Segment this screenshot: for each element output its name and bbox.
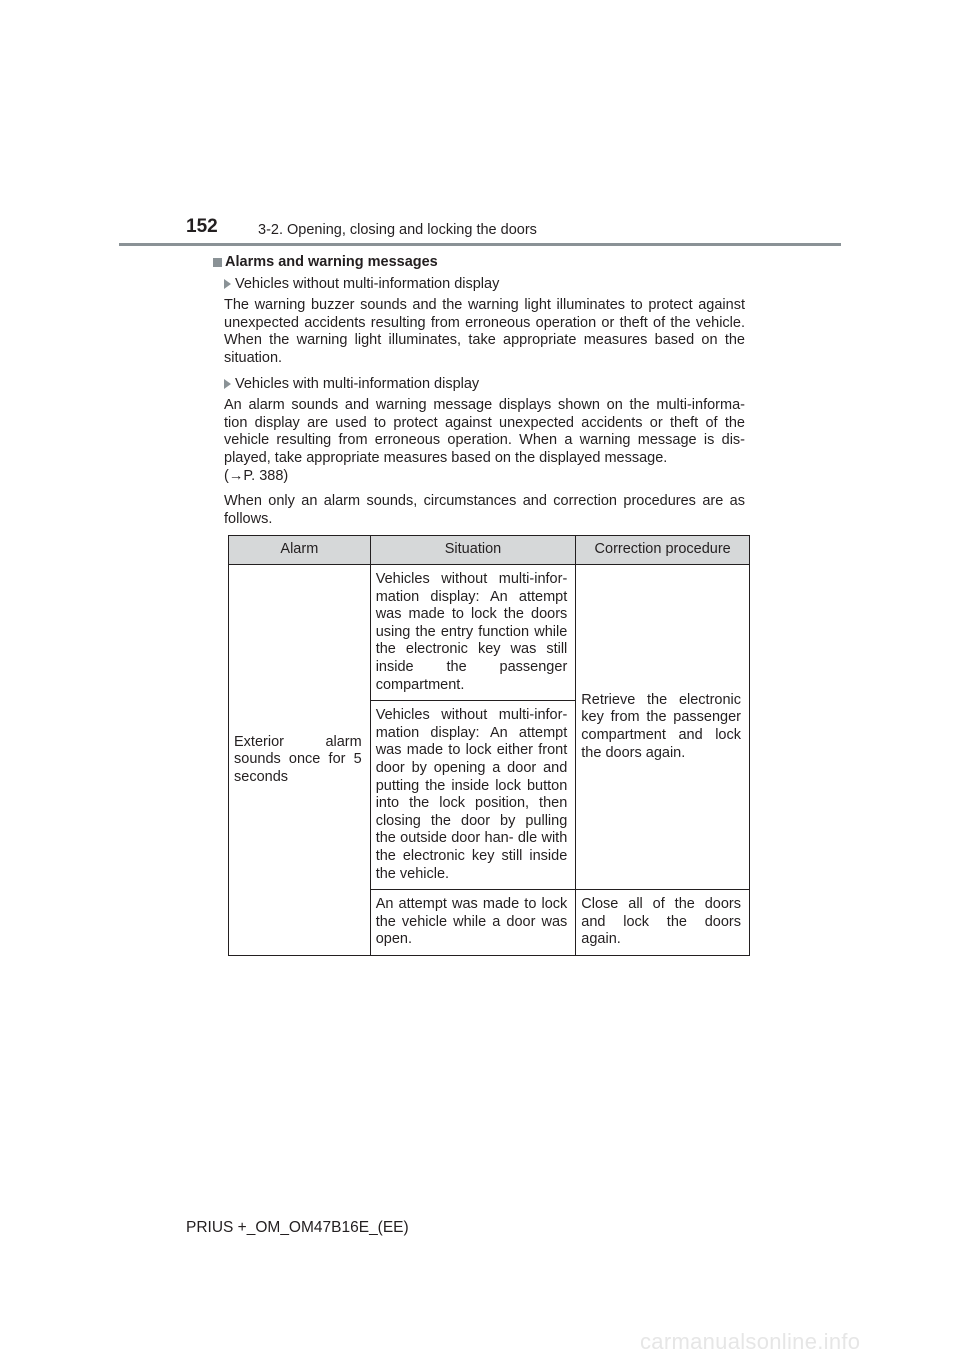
watermark: carmanualsonline.info [640,1329,861,1354]
paragraph-3: When only an alarm sounds, circumstances and correction procedures are as follows. [224,493,745,527]
correction-cell: Close all of the doors and lock the doors again. [576,890,750,956]
section-heading [213,254,745,272]
page-number: 152 [186,216,218,237]
footer-doc-code: PRIUS +_OM_OM47B16E_(EE) [186,1219,409,1236]
correction-cell: Retrieve the electronic key from the passenger compartment and lock the doors again. [576,565,750,890]
table-row [229,565,750,701]
page-reference-link[interactable]: (→P. 388) [224,467,289,484]
triangle-bullet-icon [224,379,231,389]
alarm-table [228,535,750,956]
bullet-without-mid [224,276,745,294]
square-bullet-icon [213,258,222,267]
bullet-with-mid [224,376,745,394]
column-header-correction: Correction procedure [576,536,750,565]
paragraph-2 [224,397,745,485]
content-body [213,254,745,528]
situation-cell: Vehicles without multi-infor- mation display: An attempt was made to lock either front door by opening a door and putting the inside lock button into the lock position, then closing the door by pulling the outside door han- dle with the electronic key still inside the vehicle. [370,701,576,890]
situation-cell: Vehicles without multi-infor- mation display: An attempt was made to lock the doors using the entry function while the electronic key was still inside the passenger compartment. [370,565,576,701]
bullet-text: Vehicles with multi-information display [235,375,480,392]
paragraph-1: The warning buzzer sounds and the warning light illuminates to protect against unexpected accidents resulting from erroneous operation or theft of the vehicle. When the warning light illuminates, take appropriate measures based on the situation. [224,297,745,366]
section-title: 3-2. Opening, closing and locking the doors [258,222,537,238]
column-header-alarm: Alarm [229,536,371,565]
table-header-row [229,536,750,565]
heading-text: Alarms and warning messages [225,254,438,270]
alarm-cell: Exterior alarm sounds once for 5 seconds [229,565,371,956]
paragraph-2-text: An alarm sounds and warning message displays shown on the multi-informa- tion display are used to protect against unexpected accidents or theft of the vehicle resulting from erroneous operation. When a warning message is dis- played, take appropriate measures based on the displayed message. [224,397,745,466]
triangle-bullet-icon [224,279,231,289]
bullet-text: Vehicles without multi-information display [235,275,500,292]
situation-cell: An attempt was made to lock the vehicle while a door was open. [370,890,576,956]
header-rule [119,243,841,246]
column-header-situation: Situation [370,536,576,565]
